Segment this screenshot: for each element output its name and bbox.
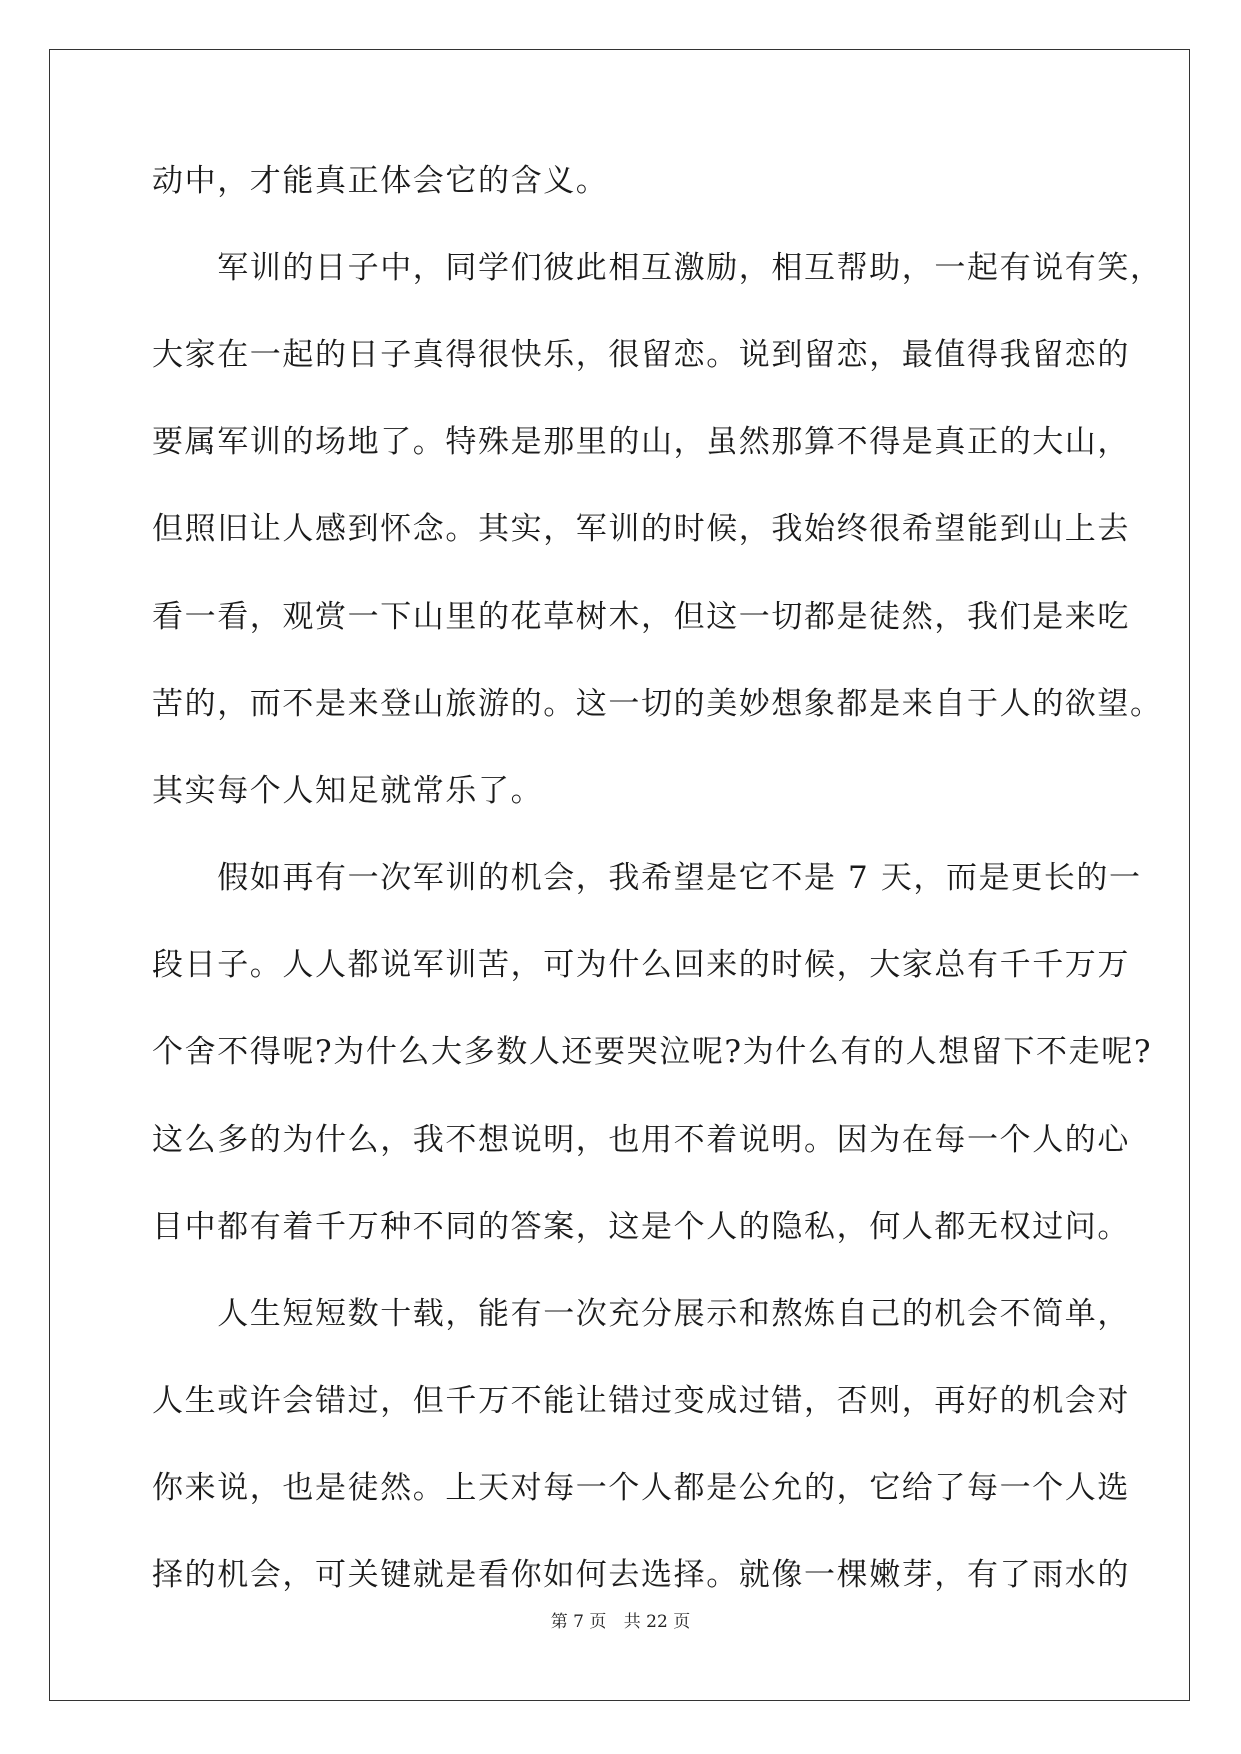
text-line: 择的机会，可关键就是看你如何去选择。就像一棵嫩芽，有了雨水的 [152, 1557, 1130, 1593]
text-line: 苦的，而不是来登山旅游的。这一切的美妙想象都是来自于人的欲望。 [152, 686, 1163, 722]
text-line: 动中，才能真正体会它的含义。 [152, 163, 609, 199]
page-footer [0, 1610, 1241, 1634]
text-line: 要属军训的场地了。特殊是那里的山，虽然那算不得是真正的大山， [152, 424, 1130, 460]
text-line: 军训的日子中，同学们彼此相互激励，相互帮助，一起有说有笑， [152, 250, 1163, 286]
text-line: 假如再有一次军训的机会，我希望是它不是 7 天，而是更长的一 [152, 860, 1142, 896]
text-line: 目中都有着千万种不同的答案，这是个人的隐私，何人都无权过问。 [152, 1209, 1130, 1245]
page-total: 共 22 页 [623, 1612, 691, 1632]
text-line: 人生或许会错过，但千万不能让错过变成过错，否则，再好的机会对 [152, 1383, 1130, 1419]
text-line: 段日子。人人都说军训苦，可为什么回来的时候，大家总有千千万万 [152, 947, 1130, 983]
text-line: 个舍不得呢?为什么大多数人还要哭泣呢?为什么有的人想留下不走呢? [152, 1034, 1153, 1070]
text-line: 看一看，观赏一下山里的花草树木，但这一切都是徒然，我们是来吃 [152, 599, 1130, 635]
text-line: 大家在一起的日子真得很快乐，很留恋。说到留恋，最值得我留恋的 [152, 337, 1130, 373]
text-line: 你来说，也是徒然。上天对每一个人都是公允的，它给了每一个人选 [152, 1470, 1130, 1506]
text-line: 人生短短数十载，能有一次充分展示和熬炼自己的机会不简单， [152, 1296, 1130, 1332]
page-number: 第 7 页 [550, 1612, 607, 1632]
text-line: 但照旧让人感到怀念。其实，军训的时候，我始终很希望能到山上去 [152, 511, 1130, 547]
text-line: 这么多的为什么，我不想说明，也用不着说明。因为在每一个人的心 [152, 1122, 1130, 1158]
text-line: 其实每个人知足就常乐了。 [152, 773, 544, 809]
